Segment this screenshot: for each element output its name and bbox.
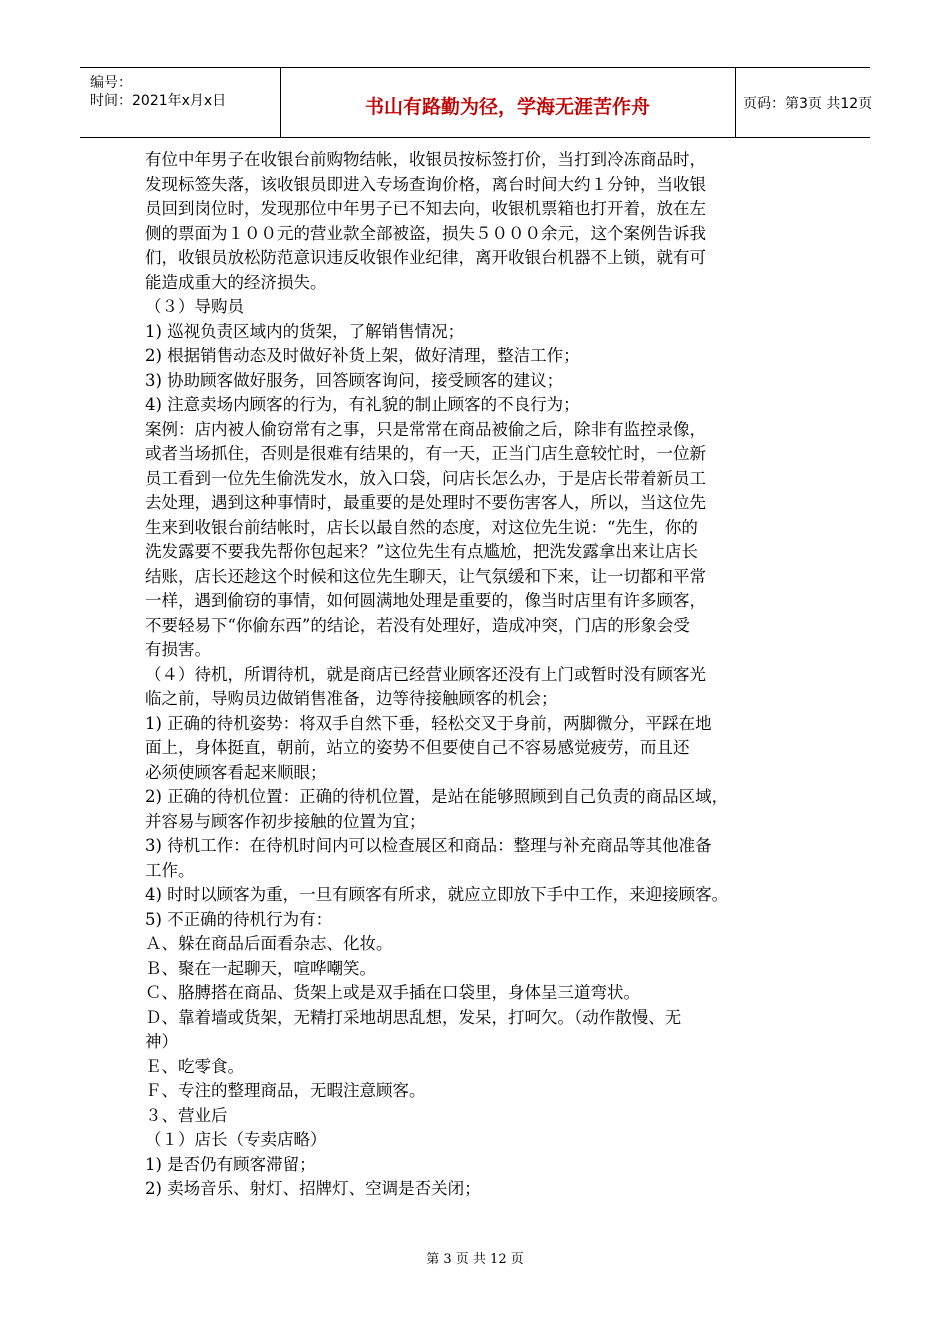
header-page-info: 页码：第3页 共12页 (743, 96, 873, 112)
text-line: 洗发露要不要我先帮你包起来？”这位先生有点尴尬，把洗发露拿出来让店长 (145, 542, 698, 561)
list-item: Ｆ、专注的整理商品，无暇注意顾客。 (145, 1081, 426, 1100)
text-line: 生来到收银台前结帐时，店长以最自然的态度，对这位先生说：“先生，你的 (145, 517, 698, 537)
header-meta-cell (80, 68, 281, 137)
text-line: 或者当场抓住，否则是很难有结果的，有一天，正当门店生意较忙时，一位新 (145, 444, 706, 463)
text-line: 工作。 (145, 860, 195, 880)
text-line: 一样，遇到偷窃的事情，如何圆满地处理是重要的，像当时店里有许多顾客， (145, 591, 706, 610)
page-footer: 第 3 页 共 12 页 (426, 1252, 524, 1267)
text-line: 临之前，导购员边做销售准备，边等待接触顾客的机会； (145, 689, 558, 708)
header-page-cell (735, 68, 873, 137)
list-item: 2) 根据销售动态及时做好补货上架，做好清理，整洁工作； (145, 346, 580, 365)
document-time-label: 时间：2021年x月x日 (90, 93, 227, 109)
text-line: 能造成重大的经济损失。 (145, 272, 327, 292)
document-number-label: 编号： (90, 75, 132, 91)
list-item: Ｂ、聚在一起聊天，喧哗嘲笑。 (145, 958, 376, 978)
list-item: 1) 巡视负责区域内的货架，了解销售情况； (145, 321, 465, 341)
text-line: 员回到岗位时，发现那位中年男子已不知去向，收银机票箱也打开着，放在左 (145, 199, 706, 218)
list-item: Ｅ、吃零食。 (145, 1056, 244, 1076)
section-heading: （１）店长（专卖店略） (145, 1130, 327, 1149)
text-line: 不要轻易下“你偷东西”的结论，若没有处理好，造成冲突，门店的形象会受 (145, 615, 690, 635)
section-heading: ３、营业后 (145, 1105, 228, 1125)
text-line: 案例：店内被人偷窃常有之事，只是常常在商品被偷之后，除非有监控录像， (145, 419, 706, 439)
list-item: Ａ、躲在商品后面看杂志、化妆。 (145, 934, 393, 953)
header-motto: 书山有路勤为径，学海无涯苦作舟 (364, 96, 650, 118)
text-line: 发现标签失落，该收银员即进入专场查询价格，离台时间大约１分钟，当收银 (145, 174, 706, 194)
page-header (80, 67, 873, 138)
list-item: 3) 待机工作：在待机时间内可以检查展区和商品：整理与补充商品等其他准备 (145, 836, 712, 855)
text-line: 侧的票面为１００元的营业款全部被盗，损失５０００余元，这个案例告诉我 (145, 223, 706, 243)
text-line: 去处理，遇到这种事情时，最重要的是处理时不要伤害客人，所以，当这位先 (145, 493, 706, 512)
text-line: 并容易与顾客作初步接触的位置为宜； (145, 811, 426, 831)
list-item: 4) 注意卖场内顾客的行为，有礼貌的制止顾客的不良行为； (145, 395, 580, 414)
list-item: 1) 正确的待机姿势：将双手自然下垂，轻松交叉于身前，两脚微分，平踩在地 (145, 713, 712, 733)
text-line: 有损害。 (145, 640, 211, 659)
list-item: Ｃ、胳膊搭在商品、货架上或是双手插在口袋里，身体呈三道弯状。 (145, 983, 640, 1002)
list-item: 1) 是否仍有顾客滞留； (145, 1154, 316, 1174)
list-item: 4) 时时以顾客为重，一旦有顾客有所求，就应立即放下手中工作，来迎接顾客。 (145, 885, 729, 904)
section-heading: （４）待机，所谓待机，就是商店已经营业顾客还没有上门或暂时没有顾客光 (145, 664, 706, 684)
list-item: 2) 卖场音乐、射灯、招牌灯、空调是否关闭； (145, 1179, 481, 1198)
body-text (145, 148, 817, 1202)
text-line: 们，收银员放松防范意识违反收银作业纪律，离开收银台机器不上锁，就有可 (145, 248, 706, 267)
text-line: 必须使顾客看起来顺眼； (145, 762, 327, 782)
text-line: 有位中年男子在收银台前购物结帐，收银员按标签打价，当打到冷冻商品时， (145, 150, 706, 169)
text-line: 神） (145, 1032, 178, 1051)
text-line: 面上，身体挺直，朝前，站立的姿势不但要使自己不容易感觉疲劳，而且还 (145, 738, 690, 757)
list-item: 5) 不正确的待机行为有： (145, 909, 333, 929)
text-line: 结账，店长还趁这个时候和这位先生聊天，让气氛缓和下来，让一切都和平常 (145, 566, 706, 586)
header-motto-cell (280, 68, 736, 137)
section-heading: （３）导购员 (145, 297, 244, 316)
list-item: 3) 协助顾客做好服务，回答顾客询问，接受顾客的建议； (145, 370, 564, 390)
text-line: 员工看到一位先生偷洗发水，放入口袋，问店长怎么办，于是店长带着新员工 (145, 468, 706, 488)
list-item: Ｄ、靠着墙或货架，无精打采地胡思乱想，发呆，打呵欠。（动作散慢、无 (145, 1007, 682, 1027)
list-item: 2) 正确的待机位置：正确的待机位置，是站在能够照顾到自己负责的商品区域， (145, 787, 729, 806)
